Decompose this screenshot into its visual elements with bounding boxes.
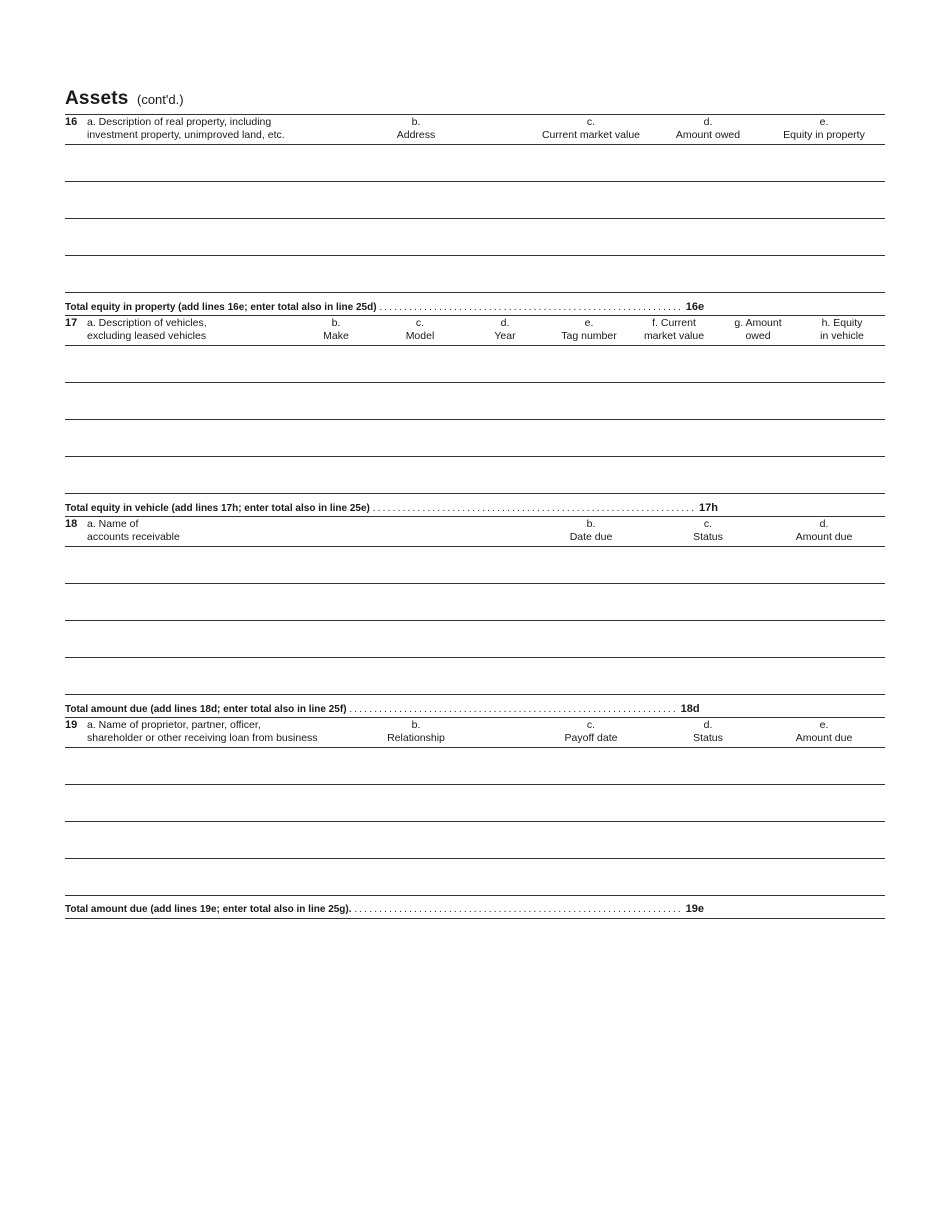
- page-title: [65, 88, 885, 114]
- section-16-total: [65, 293, 885, 315]
- entry-row[interactable]: [65, 457, 885, 494]
- title-subtitle: (cont'd.): [136, 92, 184, 107]
- line-number: 18: [65, 518, 78, 530]
- line-number: 19: [65, 719, 78, 731]
- entry-row[interactable]: [65, 822, 885, 859]
- section-19-header: [65, 717, 885, 748]
- section-18-header: [65, 516, 885, 547]
- entry-row[interactable]: [65, 219, 885, 256]
- title-main: Assets: [65, 88, 129, 109]
- line-number: 17: [65, 317, 78, 329]
- col-current-market-value: c. Current market value: [541, 116, 641, 141]
- col-status: c. Status: [693, 518, 723, 543]
- col-amount-owed: d. Amount owed: [675, 116, 741, 141]
- col-equity-in-property: e. Equity in property: [783, 116, 865, 141]
- col-name: a. Name of accounts receivable: [87, 518, 180, 543]
- col-make: b. Make: [323, 317, 349, 342]
- section-18-accounts-receivable: [65, 516, 885, 717]
- section-17-vehicles: [65, 315, 885, 516]
- col-relationship: b. Relationship: [387, 719, 445, 744]
- col-equity-in-vehicle: h. Equity in vehicle: [820, 317, 864, 342]
- leader-dots: .............................................................: [379, 302, 684, 313]
- entry-row[interactable]: [65, 420, 885, 457]
- col-date-due: b. Date due: [569, 518, 613, 543]
- entry-row[interactable]: [65, 547, 885, 584]
- section-18-total: [65, 695, 885, 717]
- section-17-header: [65, 315, 885, 346]
- entry-row[interactable]: [65, 658, 885, 695]
- col-tag-number: e. Tag number: [561, 317, 617, 342]
- entry-row[interactable]: [65, 346, 885, 383]
- entry-row[interactable]: [65, 145, 885, 182]
- entry-row[interactable]: [65, 621, 885, 658]
- col-amount-due: e. Amount due: [795, 719, 853, 744]
- entry-row[interactable]: [65, 383, 885, 420]
- col-status: d. Status: [693, 719, 723, 744]
- section-16-real-property: [65, 114, 885, 315]
- total-line-ref: 19e: [685, 903, 705, 915]
- col-description: a. Description of vehicles, excluding leased vehicles: [87, 317, 207, 342]
- col-current-market-value: f. Current market value: [643, 317, 705, 342]
- line-number: 16: [65, 116, 78, 128]
- section-17-entry-rows: [65, 346, 885, 494]
- total-line-ref: 16e: [685, 301, 705, 313]
- entry-row[interactable]: [65, 584, 885, 621]
- leader-dots: .................................................................: [372, 503, 697, 514]
- total-label: Total equity in vehicle (add lines 17h; enter total also in line 25e): [65, 503, 370, 514]
- section-19-total: [65, 896, 885, 919]
- section-17-total: [65, 494, 885, 516]
- col-description: a. Description of real property, including investment property, unimproved land, etc.: [87, 116, 285, 141]
- total-label: Total amount due (add lines 19e; enter total also in line 25g).: [65, 904, 352, 915]
- total-line-ref: 17h: [699, 502, 719, 514]
- entry-row[interactable]: [65, 182, 885, 219]
- leader-dots: ..................................................................: [354, 904, 683, 915]
- col-name: a. Name of proprietor, partner, officer, shareholder or other receiving loan from business: [87, 719, 318, 744]
- entry-row[interactable]: [65, 785, 885, 822]
- section-16-entry-rows: [65, 145, 885, 293]
- leader-dots: ..................................................................: [349, 704, 678, 715]
- section-16-header: [65, 114, 885, 145]
- total-label: Total amount due (add lines 18d; enter total also in line 25f): [65, 704, 347, 715]
- entry-row[interactable]: [65, 256, 885, 293]
- entry-row[interactable]: [65, 859, 885, 896]
- total-line-ref: 18d: [680, 703, 700, 715]
- col-amount-owed: g. Amount owed: [734, 317, 782, 342]
- col-address: b. Address: [396, 116, 436, 141]
- col-payoff-date: c. Payoff date: [564, 719, 618, 744]
- total-label: Total equity in property (add lines 16e; enter total also in line 25d): [65, 302, 377, 313]
- section-19-loans: [65, 717, 885, 919]
- col-year: d. Year: [494, 317, 516, 342]
- col-model: c. Model: [405, 317, 435, 342]
- entry-row[interactable]: [65, 748, 885, 785]
- section-18-entry-rows: [65, 547, 885, 695]
- section-19-entry-rows: [65, 748, 885, 896]
- form-page: [65, 88, 885, 919]
- col-amount-due: d. Amount due: [795, 518, 853, 543]
